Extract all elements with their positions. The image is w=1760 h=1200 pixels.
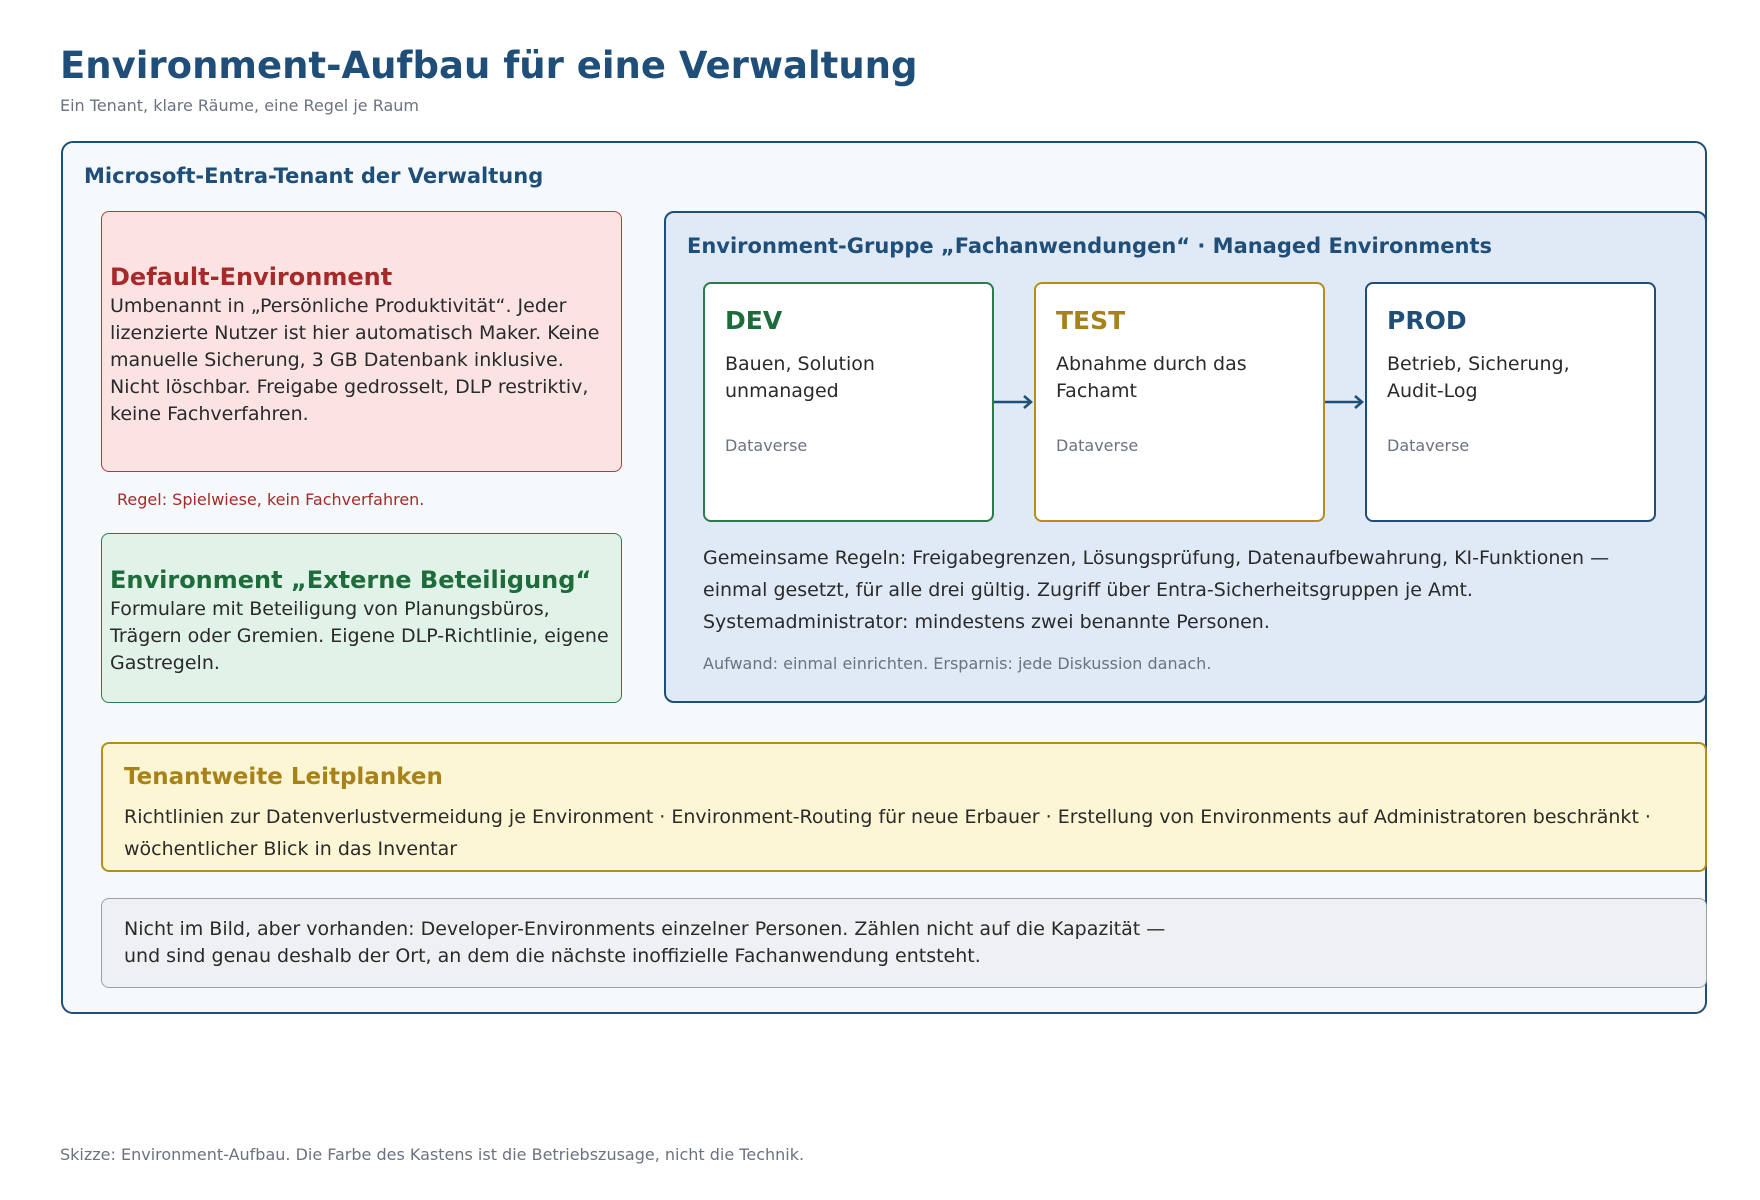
page-subtitle: Ein Tenant, klare Räume, eine Regel je Raum xyxy=(60,96,419,115)
environment-group-title: Environment-Gruppe „Fachanwendungen“ · Managed Environments xyxy=(687,234,1493,258)
arrow-dev-to-test-icon xyxy=(994,392,1034,412)
tenant-title: Microsoft-Entra-Tenant der Verwaltung xyxy=(84,164,544,188)
environment-group-shared-rules: Gemeinsame Regeln: Freigabegrenzen, Lösungsprüfung, Datenaufbewahrung, KI-Funktionen — einmal gesetzt, für alle drei gültig. Zugriff über Entra-Sicherheitsgruppen je Amt. Systemadministrator: mindestens zwei benannte Personen. xyxy=(703,547,1610,633)
arrow-test-to-prod-icon xyxy=(1325,392,1365,412)
stage-dev-footer: Dataverse xyxy=(725,436,808,455)
stage-dev-name: DEV xyxy=(725,306,783,335)
default-environment-rule: Regel: Spielwiese, kein Fachverfahren. xyxy=(117,490,425,509)
stage-prod-name: PROD xyxy=(1387,306,1467,335)
stage-test-footer: Dataverse xyxy=(1056,436,1139,455)
stage-test-name: TEST xyxy=(1056,306,1126,335)
stage-prod-footer: Dataverse xyxy=(1387,436,1470,455)
stage-dev-description: Bauen, Solution unmanaged xyxy=(725,353,875,402)
external-environment-title: Environment „Externe Beteiligung“ xyxy=(110,566,592,594)
stage-prod-description: Betrieb, Sicherung, Audit-Log xyxy=(1387,353,1570,402)
figure-caption: Skizze: Environment-Aufbau. Die Farbe des Kastens ist die Betriebszusage, nicht die Technik. xyxy=(60,1145,805,1164)
note-line-2: und sind genau deshalb der Ort, an dem die nächste inoffizielle Fachanwendung entsteht. xyxy=(124,945,981,967)
guardrails-title: Tenantweite Leitplanken xyxy=(124,764,443,790)
environment-group-effort: Aufwand: einmal einrichten. Ersparnis: jede Diskussion danach. xyxy=(703,654,1212,673)
note-text xyxy=(124,916,1224,970)
external-environment-description: Formulare mit Beteiligung von Planungsbüros, Trägern oder Gremien. Eigene DLP-Richtlinie, eigene Gastregeln. xyxy=(110,598,609,674)
default-environment-title: Default-Environment xyxy=(110,263,393,291)
guardrails-description: Richtlinien zur Datenverlustvermeidung je Environment · Environment-Routing für neue Erbauer · Erstellung von Environments auf Administratoren beschränkt · wöchentlicher Blick in das Inventar xyxy=(124,806,1651,860)
default-environment-description: Umbenannt in „Persönliche Produktivität“. Jeder lizenzierte Nutzer ist hier automatisch Maker. Keine manuelle Sicherung, 3 GB Datenbank inklusive. Nicht löschbar. Freigabe gedrosselt, DLP restriktiv, keine Fachverfahren. xyxy=(110,295,600,425)
page-title: Environment-Aufbau für eine Verwaltung xyxy=(60,44,918,87)
stage-test-description: Abnahme durch das Fachamt xyxy=(1056,353,1247,402)
note-line-1: Nicht im Bild, aber vorhanden: Developer-Environments einzelner Personen. Zählen nicht auf die Kapazität — xyxy=(124,918,1166,940)
